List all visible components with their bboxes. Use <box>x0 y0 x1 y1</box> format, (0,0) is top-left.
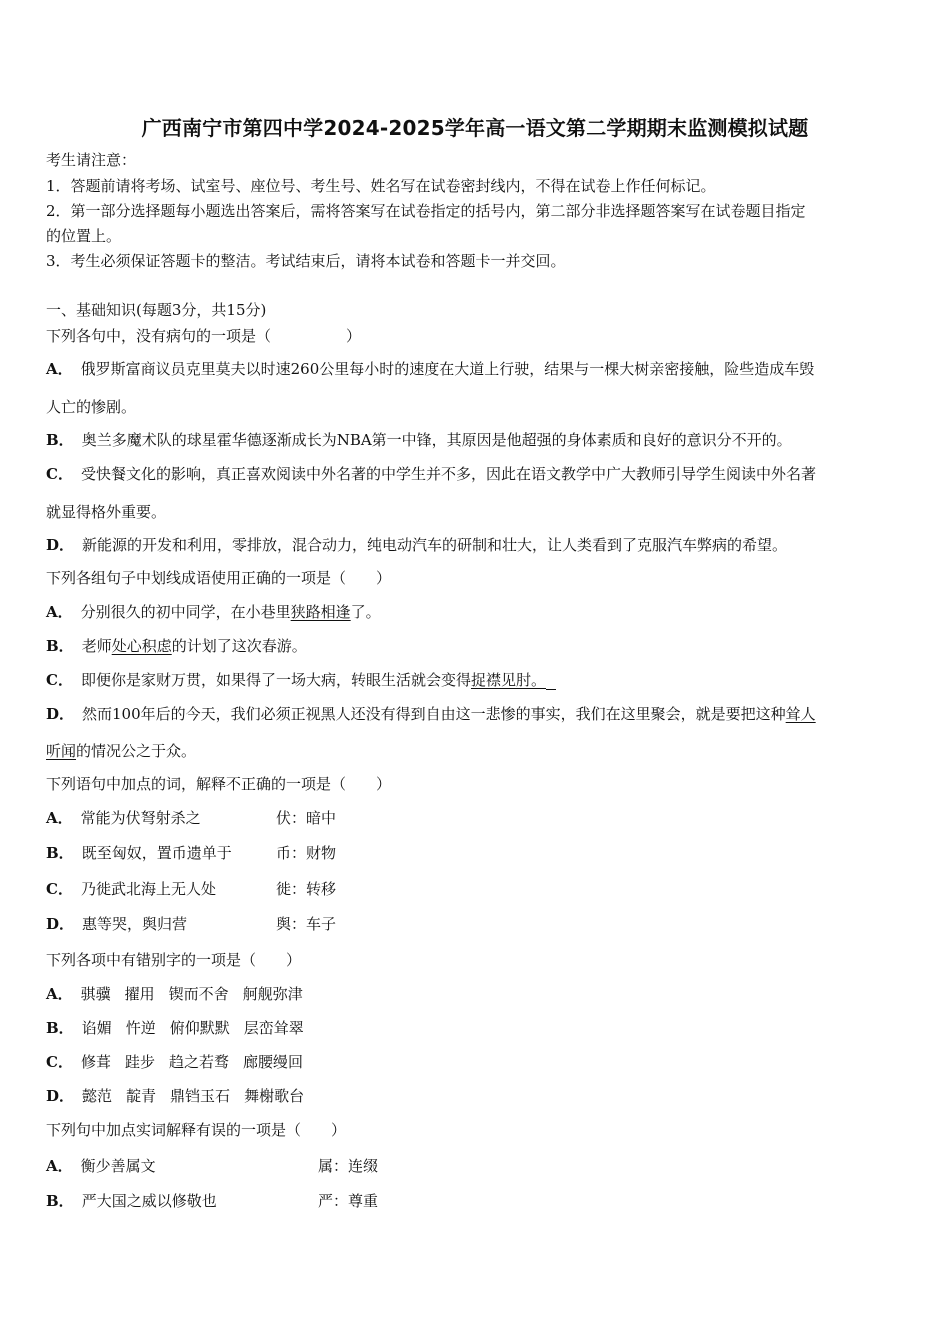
option-label: C． <box>46 1053 73 1071</box>
option-label: B． <box>46 637 74 655</box>
option-text: 俄罗斯富商议员克里莫夫以时速260公里每小时的速度在大道上行驶，结果与一棵大树亲密接触，险些造成车毁 <box>80 360 815 378</box>
option-text: 乃徙武北海上无人处 <box>80 880 216 898</box>
option-text: 奥兰多魔术队的球星霍华德逐渐成长为NBA第一中锋，其原因是他超强的身体素质和良好的意识分不开的。 <box>81 431 792 449</box>
option-text: 然而100年后的今天，我们必须正视黑人还没有得到自由这一悲惨的事实，我们在这里聚会，就是要把这种 <box>82 705 786 723</box>
option-gloss: 徙：转移 <box>276 880 337 898</box>
word-item: 舞榭歌台 <box>244 1087 305 1105</box>
option-c <box>46 1052 317 1072</box>
word-item: 锲而不舍 <box>168 985 229 1003</box>
option-label: B． <box>46 844 74 862</box>
word-item: 擢用 <box>124 985 155 1003</box>
option-gloss: 舆：车子 <box>276 915 337 933</box>
option-c <box>46 670 556 690</box>
option-text: 分别很久的初中同学，在小巷里 <box>80 603 291 621</box>
option-label: C． <box>46 880 73 898</box>
option-label: B． <box>46 431 74 449</box>
underlined-idiom: 狭路相逢 <box>290 603 351 621</box>
option-d <box>46 1086 318 1106</box>
option-c <box>46 879 216 899</box>
underlined-idiom: 处心积虑 <box>111 637 172 655</box>
option-text: 新能源的开发和利用，零排放，混合动力，纯电动汽车的研制和壮大，让人类看到了克服汽车弊病的希望。 <box>82 536 788 554</box>
option-continuation: 人亡的惨剧。 <box>46 398 137 416</box>
option-text: 衡少善属文 <box>80 1157 156 1175</box>
option-text: 既至匈奴，置币遗单于 <box>81 844 232 862</box>
option-text: 严大国之威以修敬也 <box>81 1192 217 1210</box>
option-b <box>46 1018 318 1038</box>
option-label: D． <box>46 1087 75 1105</box>
option-b <box>46 430 792 450</box>
option-text: 了。 <box>350 603 381 621</box>
option-continuation <box>46 741 196 761</box>
word-item: 忤逆 <box>125 1019 156 1037</box>
word-item: 层峦耸翠 <box>243 1019 304 1037</box>
page-title: 广西南宁市第四中学2024-2025学年高一语文第二学期期末监测模拟试题 <box>141 116 809 140</box>
underlined-idiom: 耸人 <box>785 705 816 723</box>
option-a <box>46 1156 156 1176</box>
notice-item: 的位置上。 <box>46 227 122 245</box>
option-text: 即便你是家财万贯，如果得了一场大病，转眼生活就会变得 <box>80 671 471 689</box>
option-a <box>46 602 381 622</box>
question-stem: 下列各组句子中划线成语使用正确的一项是（ ） <box>46 569 392 587</box>
word-item: 廊腰缦回 <box>243 1053 304 1071</box>
word-item: 鼎铛玉石 <box>170 1087 231 1105</box>
option-a <box>46 359 814 379</box>
underlined-idiom: 捉襟见肘。 <box>470 671 546 689</box>
option-label: D． <box>46 705 75 723</box>
word-item: 舸舰弥津 <box>242 985 303 1003</box>
option-text: 惠等哭，舆归营 <box>82 915 188 933</box>
notice-item: 1．答题前请将考场、试室号、座位号、考生号、姓名写在试卷密封线内，不得在试卷上作任何标记。 <box>46 177 716 195</box>
word-item: 趋之若骛 <box>168 1053 229 1071</box>
option-text: 受快餐文化的影响，真正喜欢阅读中外名著的中学生并不多，因此在语文教学中广大教师引导学生阅读中外名著 <box>80 465 816 483</box>
question-stem: 下列句中加点实词解释有误的一项是（ ） <box>46 1121 347 1139</box>
underline-tail <box>546 675 556 690</box>
word-item: 谄媚 <box>81 1019 112 1037</box>
option-label: B． <box>46 1019 74 1037</box>
option-label: A． <box>46 603 73 621</box>
option-gloss: 严：尊重 <box>318 1192 379 1210</box>
option-label: C． <box>46 465 73 483</box>
option-label: D． <box>46 536 75 554</box>
word-item: 骐骥 <box>80 985 111 1003</box>
option-label: D． <box>46 915 75 933</box>
word-item: 跬步 <box>124 1053 155 1071</box>
option-label: A． <box>46 360 73 378</box>
option-gloss: 伏：暗中 <box>276 809 337 827</box>
word-item: 修葺 <box>80 1053 111 1071</box>
option-gloss: 属：连缀 <box>318 1157 379 1175</box>
option-text: 的计划了这次春游。 <box>171 637 307 655</box>
option-a <box>46 984 317 1004</box>
option-label: B． <box>46 1192 74 1210</box>
notice-item: 3．考生必须保证答题卡的整洁。考试结束后，请将本试卷和答题卡一并交回。 <box>46 252 566 270</box>
word-item: 俯仰默默 <box>169 1019 230 1037</box>
option-gloss: 币：财物 <box>276 844 337 862</box>
option-label: A． <box>46 809 73 827</box>
option-a <box>46 808 201 828</box>
notice-heading: 考生请注意： <box>46 151 137 169</box>
question-stem: 下列语句中加点的词，解释不正确的一项是（ ） <box>46 775 392 793</box>
option-continuation: 就显得格外重要。 <box>46 503 167 521</box>
option-text: 的情况公之于众。 <box>76 742 197 760</box>
option-text: 老师 <box>81 637 112 655</box>
option-label: A． <box>46 1157 73 1175</box>
question-stem: 下列各项中有错别字的一项是（ ） <box>46 951 302 969</box>
notice-item: 2．第一部分选择题每小题选出答案后，需将答案写在试卷指定的括号内，第二部分非选择题答案写在试卷题目指定 <box>46 202 806 220</box>
option-b <box>46 636 307 656</box>
option-b <box>46 1191 217 1211</box>
option-d <box>46 535 787 555</box>
option-b <box>46 843 232 863</box>
section-heading: 一、基础知识(每题3分，共15分) <box>46 301 267 319</box>
option-d <box>46 704 816 724</box>
option-c <box>46 464 816 484</box>
option-text: 常能为伏弩射杀之 <box>80 809 201 827</box>
option-label: C． <box>46 671 73 689</box>
question-stem: 下列各句中，没有病句的一项是（ ） <box>46 327 362 345</box>
option-label: A． <box>46 985 73 1003</box>
underlined-idiom: 听闻 <box>46 742 77 760</box>
option-d <box>46 914 187 934</box>
word-item: 懿范 <box>82 1087 113 1105</box>
word-item: 靛青 <box>126 1087 157 1105</box>
